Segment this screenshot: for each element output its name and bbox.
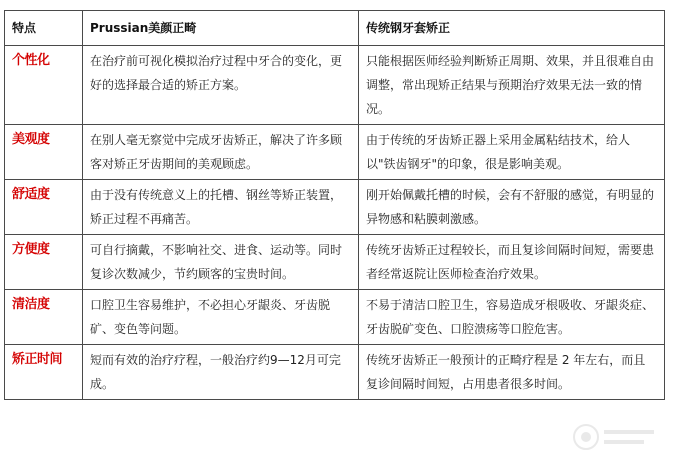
table-row (5, 290, 665, 345)
table-row (5, 180, 665, 235)
traditional-cell: 传统牙齿矫正一般预计的正畸疗程是 2 年左右，而且复诊间隔时间短，占用患者很多时间。 (359, 345, 665, 400)
feature-cell: 方便度 (5, 235, 83, 290)
prussian-cell: 短而有效的治疗疗程，一般治疗约9—12月可完成。 (83, 345, 359, 400)
feature-cell: 个性化 (5, 46, 83, 125)
prussian-cell: 由于没有传统意义上的托槽、钢丝等矫正装置，矫正过程不再痛苦。 (83, 180, 359, 235)
table-row (5, 46, 665, 125)
table-row (5, 125, 665, 180)
watermark-icon (570, 420, 660, 454)
prussian-cell: 口腔卫生容易维护，不必担心牙龈炎、牙齿脱矿、变色等问题。 (83, 290, 359, 345)
traditional-cell: 刚开始佩戴托槽的时候，会有不舒服的感觉，有明显的异物感和粘膜刺激感。 (359, 180, 665, 235)
traditional-cell: 只能根据医师经验判断矫正周期、效果，并且很难自由调整，常出现矫正结果与预期治疗效果无法一致的情况。 (359, 46, 665, 125)
traditional-cell: 不易于清洁口腔卫生，容易造成牙根吸收、牙龈炎症、牙齿脱矿变色、口腔溃疡等口腔危害。 (359, 290, 665, 345)
traditional-cell: 由于传统的牙齿矫正器上采用金属粘结技术，给人以"铁齿钢牙"的印象，很是影响美观。 (359, 125, 665, 180)
prussian-cell: 在治疗前可视化模拟治疗过程中牙合的变化，更好的选择最合适的矫正方案。 (83, 46, 359, 125)
feature-cell: 美观度 (5, 125, 83, 180)
table-row (5, 345, 665, 400)
header-feature: 特点 (5, 11, 83, 46)
table-row (5, 235, 665, 290)
feature-cell: 舒适度 (5, 180, 83, 235)
feature-cell: 清洁度 (5, 290, 83, 345)
header-prussian: Prussian美颜正畸 (83, 11, 359, 46)
header-row (5, 11, 665, 46)
feature-cell: 矫正时间 (5, 345, 83, 400)
header-traditional: 传统钢牙套矫正 (359, 11, 665, 46)
traditional-cell: 传统牙齿矫正过程较长，而且复诊间隔时间短，需要患者经常返院让医师检查治疗效果。 (359, 235, 665, 290)
comparison-table (4, 10, 665, 400)
prussian-cell: 可自行摘戴，不影响社交、进食、运动等。同时复诊次数减少，节约顾客的宝贵时间。 (83, 235, 359, 290)
prussian-cell: 在别人毫无察觉中完成牙齿矫正，解决了许多顾客对矫正牙齿期间的美观顾虑。 (83, 125, 359, 180)
